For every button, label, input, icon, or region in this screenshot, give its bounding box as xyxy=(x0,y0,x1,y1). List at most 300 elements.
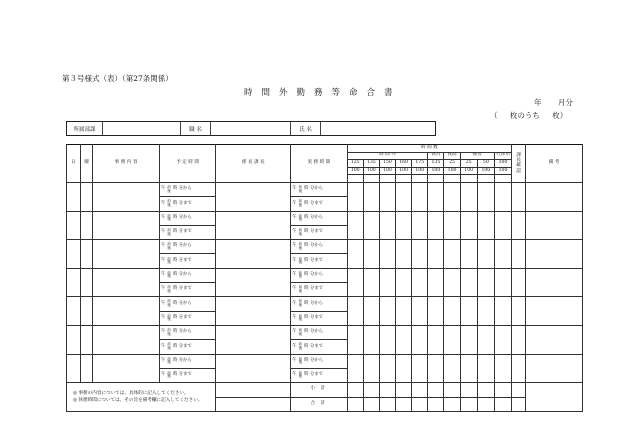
hours-cell[interactable] xyxy=(363,211,379,240)
time-from-label: 時 分から xyxy=(304,329,324,335)
hours-cell[interactable] xyxy=(347,182,363,211)
total-chief-cell[interactable] xyxy=(512,397,526,412)
ampm-go: 後 xyxy=(167,274,171,279)
total-cell[interactable] xyxy=(379,397,395,412)
subtotal-spacer xyxy=(216,383,291,398)
hours-cell[interactable] xyxy=(477,268,494,297)
remarks-cell[interactable] xyxy=(526,211,583,240)
note-1: ◎ 事務の内容については、具体的に記入してください。 xyxy=(73,390,189,396)
planned-time-cell[interactable] xyxy=(159,211,216,225)
hours-cell[interactable] xyxy=(379,325,395,354)
hours-header-spacer xyxy=(477,175,494,183)
hours-cell[interactable] xyxy=(444,211,460,240)
hours-cell[interactable] xyxy=(379,268,395,297)
subtotal-cell[interactable] xyxy=(444,383,460,398)
ampm-go: 後 xyxy=(298,202,303,207)
ampm-go: 後 xyxy=(298,260,303,265)
division-chief-cell[interactable] xyxy=(512,182,526,211)
ampm-go: 後 xyxy=(167,260,171,265)
hours-header-spacer xyxy=(347,175,363,183)
hours-cell[interactable] xyxy=(460,268,477,297)
division-chief-cell[interactable] xyxy=(512,297,526,326)
total-cell[interactable] xyxy=(363,397,379,412)
hours-cell[interactable] xyxy=(396,240,412,269)
actual-time-cell[interactable] xyxy=(291,368,348,382)
form-number: 第３号様式（表）（第27条関係） xyxy=(62,74,173,83)
ampm-am: 午 xyxy=(292,357,297,363)
day-cell[interactable] xyxy=(67,182,81,211)
time-from[interactable] xyxy=(160,358,216,365)
hours-cell[interactable] xyxy=(363,325,379,354)
time-from[interactable] xyxy=(160,329,216,336)
rate-denominator: 100 xyxy=(494,167,511,175)
time-from[interactable] xyxy=(291,272,347,279)
remarks-cell[interactable] xyxy=(526,325,583,354)
time-from-label: 時 分から xyxy=(172,272,192,278)
remarks-cell[interactable] xyxy=(526,182,583,211)
time-to[interactable] xyxy=(160,229,216,236)
actual-time-cell[interactable] xyxy=(291,297,348,311)
task-cell[interactable] xyxy=(93,354,160,383)
subtotal-cell[interactable] xyxy=(494,383,511,398)
planned-time-cell[interactable] xyxy=(159,368,216,382)
hours-cell[interactable] xyxy=(379,240,395,269)
hours-cell[interactable] xyxy=(444,297,460,326)
subtotal-cell[interactable] xyxy=(428,383,444,398)
hours-cell[interactable] xyxy=(363,354,379,383)
hours-cell[interactable] xyxy=(477,240,494,269)
subtotal-cell[interactable] xyxy=(379,383,395,398)
hours-cell[interactable] xyxy=(379,211,395,240)
time-from-label: 時 分から xyxy=(304,186,324,192)
division-chief-cell[interactable] xyxy=(512,268,526,297)
rate-denominator: 100 xyxy=(347,167,363,175)
time-from-label: 時 分から xyxy=(304,300,324,306)
hours-cell[interactable] xyxy=(494,325,511,354)
ampm-go: 後 xyxy=(167,345,171,350)
time-to[interactable] xyxy=(291,343,347,350)
hours-cell[interactable] xyxy=(396,354,412,383)
hours-cell[interactable] xyxy=(428,240,444,269)
ampm-am: 午 xyxy=(292,257,297,263)
ampm-mae: 前 xyxy=(298,185,303,190)
hours-cell[interactable] xyxy=(412,211,428,240)
hours-cell[interactable] xyxy=(347,325,363,354)
task-cell[interactable] xyxy=(93,182,160,211)
time-from[interactable] xyxy=(291,215,347,222)
time-to[interactable] xyxy=(160,258,216,265)
ampm-am: 午 xyxy=(292,286,297,292)
time-to[interactable] xyxy=(291,200,347,207)
ampm-mae: 前 xyxy=(298,199,303,204)
ampm-am: 午 xyxy=(160,214,166,220)
total-cell[interactable] xyxy=(412,397,428,412)
division-chief-vertical: 課 長 確 認 xyxy=(516,152,522,174)
ampm-am: 午 xyxy=(292,186,297,192)
hours-cell[interactable] xyxy=(494,268,511,297)
hours-cell[interactable] xyxy=(494,354,511,383)
time-from-label: 時 分から xyxy=(172,329,192,335)
hours-header-spacer xyxy=(428,175,444,183)
supervisor-cell[interactable] xyxy=(216,297,291,326)
ampm-am: 午 xyxy=(292,314,297,320)
supervisor-cell[interactable] xyxy=(216,354,291,383)
hours-cell[interactable] xyxy=(412,182,428,211)
hours-cell[interactable] xyxy=(412,268,428,297)
time-from[interactable] xyxy=(160,186,216,193)
hours-cell[interactable] xyxy=(477,182,494,211)
ampm-mae: 前 xyxy=(167,370,171,375)
rate-denominator: 100 xyxy=(428,167,444,175)
hours-cell[interactable] xyxy=(460,297,477,326)
time-to-label: 時 分まで xyxy=(304,343,324,349)
hours-cell[interactable] xyxy=(477,354,494,383)
task-cell[interactable] xyxy=(93,240,160,269)
rate-denominator: 100 xyxy=(477,167,494,175)
time-from-label: 時 分から xyxy=(304,272,324,278)
day-cell[interactable] xyxy=(67,297,81,326)
ampm-go: 後 xyxy=(167,288,171,293)
hours-cell[interactable] xyxy=(444,268,460,297)
actual-time-cell[interactable] xyxy=(291,311,348,325)
hours-cell[interactable] xyxy=(494,240,511,269)
planned-time-cell[interactable] xyxy=(159,340,216,354)
time-from[interactable] xyxy=(160,243,216,250)
hours-cell[interactable] xyxy=(347,240,363,269)
remarks-cell[interactable] xyxy=(526,268,583,297)
ampm-mae: 前 xyxy=(298,242,303,247)
hours-cell[interactable] xyxy=(347,354,363,383)
planned-time-cell[interactable] xyxy=(159,182,216,196)
hours-cell[interactable] xyxy=(477,211,494,240)
ampm-mae: 前 xyxy=(167,199,171,204)
rate-numerator: 25 xyxy=(444,160,460,168)
task-cell[interactable] xyxy=(93,325,160,354)
hours-cell[interactable] xyxy=(460,240,477,269)
day-cell[interactable] xyxy=(67,211,81,240)
planned-time-cell[interactable] xyxy=(159,268,216,282)
ampm-mae: 前 xyxy=(167,256,171,261)
overtime-table xyxy=(66,144,583,412)
ampm-mae: 前 xyxy=(167,356,171,361)
actual-time-cell[interactable] xyxy=(291,211,348,225)
hours-cell[interactable] xyxy=(396,182,412,211)
ampm-mae: 前 xyxy=(167,285,171,290)
time-from[interactable] xyxy=(291,186,347,193)
planned-time-cell[interactable] xyxy=(159,354,216,368)
hours-cell[interactable] xyxy=(428,297,444,326)
ampm-mae: 前 xyxy=(298,327,303,332)
ampm-mae: 前 xyxy=(167,313,171,318)
hours-header-spacer xyxy=(460,175,477,183)
task-cell[interactable] xyxy=(93,268,160,297)
ampm-am: 午 xyxy=(160,272,166,278)
time-from[interactable] xyxy=(291,358,347,365)
department-field[interactable] xyxy=(103,122,181,135)
planned-time-cell[interactable] xyxy=(159,225,216,239)
hours-cell[interactable] xyxy=(477,297,494,326)
ampm-go: 後 xyxy=(167,245,171,250)
planned-time-cell[interactable] xyxy=(159,283,216,297)
remarks-cell[interactable] xyxy=(526,354,583,383)
ampm-mae: 前 xyxy=(298,356,303,361)
time-to[interactable] xyxy=(291,286,347,293)
ampm-am: 午 xyxy=(160,286,166,292)
time-from[interactable] xyxy=(291,329,347,336)
hours-cell[interactable] xyxy=(412,297,428,326)
time-to[interactable] xyxy=(291,229,347,236)
table-row xyxy=(67,211,583,225)
actual-time-cell[interactable] xyxy=(291,340,348,354)
total-cell[interactable] xyxy=(396,397,412,412)
ampm-am: 午 xyxy=(160,343,166,349)
ampm-am: 午 xyxy=(160,314,166,320)
ampm-mae: 前 xyxy=(167,270,171,275)
time-to[interactable] xyxy=(160,200,216,207)
supervisor-cell[interactable] xyxy=(216,182,291,211)
table-row xyxy=(67,297,583,311)
task-cell[interactable] xyxy=(93,211,160,240)
note-2: ◎ 休憩時間については、その旨を備考欄に記入してください。 xyxy=(73,398,203,404)
task-cell[interactable] xyxy=(93,297,160,326)
time-to-label: 時 分まで xyxy=(172,257,192,263)
footer-remarks-cell[interactable] xyxy=(526,383,583,412)
subtotal-cell[interactable] xyxy=(412,383,428,398)
ampm-go: 後 xyxy=(298,345,303,350)
weekday-cell[interactable] xyxy=(81,354,93,383)
time-to[interactable] xyxy=(160,315,216,322)
ampm-mae: 前 xyxy=(298,313,303,318)
hours-cell[interactable] xyxy=(396,297,412,326)
ampm-go: 後 xyxy=(167,188,171,193)
actual-time-cell[interactable] xyxy=(291,325,348,339)
time-from-label: 時 分から xyxy=(172,357,192,363)
hours-cell[interactable] xyxy=(379,297,395,326)
weekday-cell[interactable] xyxy=(81,268,93,297)
day-cell[interactable] xyxy=(67,325,81,354)
hours-cell[interactable] xyxy=(412,325,428,354)
hours-cell[interactable] xyxy=(444,182,460,211)
subtotal-chief-cell[interactable] xyxy=(512,383,526,398)
total-cell[interactable] xyxy=(444,397,460,412)
actual-time-cell[interactable] xyxy=(291,225,348,239)
ampm-go: 後 xyxy=(298,188,303,193)
ampm-go: 後 xyxy=(167,202,171,207)
hours-cell[interactable] xyxy=(363,182,379,211)
col-task-header: 事 務 内 容 xyxy=(93,145,160,183)
actual-time-cell[interactable] xyxy=(291,268,348,282)
hours-header-spacer xyxy=(494,175,511,183)
hours-cell[interactable] xyxy=(428,182,444,211)
hours-cell[interactable] xyxy=(460,354,477,383)
hours-cell[interactable] xyxy=(428,354,444,383)
planned-time-cell[interactable] xyxy=(159,254,216,268)
hours-cell[interactable] xyxy=(379,182,395,211)
col-supervisor-header: 係 長 課 長 xyxy=(216,145,291,183)
hours-cell[interactable] xyxy=(363,240,379,269)
hours-cell[interactable] xyxy=(428,268,444,297)
hours-header-spacer xyxy=(363,175,379,183)
job-title-label: 職 名 xyxy=(181,122,211,135)
actual-time-cell[interactable] xyxy=(291,182,348,196)
planned-time-cell[interactable] xyxy=(159,297,216,311)
remarks-cell[interactable] xyxy=(526,297,583,326)
hours-cell[interactable] xyxy=(444,240,460,269)
col-remarks-header: 備 考 xyxy=(526,145,583,183)
weekday-cell[interactable] xyxy=(81,240,93,269)
supervisor-cell[interactable] xyxy=(216,268,291,297)
planned-time-cell[interactable] xyxy=(159,240,216,254)
time-from-label: 時 分から xyxy=(172,300,192,306)
col-night-header: 夜間 xyxy=(444,152,460,160)
actual-time-cell[interactable] xyxy=(291,197,348,211)
department-label: 所属部課 xyxy=(67,122,103,135)
time-from[interactable] xyxy=(291,243,347,250)
hours-cell[interactable] xyxy=(347,211,363,240)
ampm-go: 後 xyxy=(298,231,303,236)
time-from[interactable] xyxy=(160,272,216,279)
ampm-go: 後 xyxy=(167,331,171,336)
ampm-am: 午 xyxy=(160,372,166,378)
hours-cell[interactable] xyxy=(363,268,379,297)
col-division-chief-header xyxy=(512,145,526,183)
total-cell[interactable] xyxy=(428,397,444,412)
division-chief-cell[interactable] xyxy=(512,354,526,383)
hours-cell[interactable] xyxy=(412,354,428,383)
rate-numerator: 175 xyxy=(412,160,428,168)
hours-cell[interactable] xyxy=(396,268,412,297)
hours-cell[interactable] xyxy=(444,354,460,383)
ampm-go: 後 xyxy=(167,374,171,379)
planned-time-cell[interactable] xyxy=(159,325,216,339)
time-to[interactable] xyxy=(160,286,216,293)
hours-cell[interactable] xyxy=(444,325,460,354)
hours-cell[interactable] xyxy=(460,325,477,354)
ampm-mae: 前 xyxy=(298,285,303,290)
weekday-cell[interactable] xyxy=(81,325,93,354)
hours-cell[interactable] xyxy=(494,211,511,240)
hours-cell[interactable] xyxy=(347,297,363,326)
time-to-label: 時 分まで xyxy=(304,314,324,320)
time-from-label: 時 分から xyxy=(304,243,324,249)
hours-cell[interactable] xyxy=(379,354,395,383)
subtotal-cell[interactable] xyxy=(363,383,379,398)
hours-header-spacer xyxy=(379,175,395,183)
supervisor-cell[interactable] xyxy=(216,240,291,269)
hours-cell[interactable] xyxy=(428,211,444,240)
ampm-am: 午 xyxy=(160,357,166,363)
hours-cell[interactable] xyxy=(460,211,477,240)
ampm-am: 午 xyxy=(160,200,166,206)
ampm-am: 午 xyxy=(292,200,297,206)
hours-cell[interactable] xyxy=(477,325,494,354)
hours-cell[interactable] xyxy=(494,297,511,326)
time-to-label: 時 分まで xyxy=(172,200,192,206)
rate-denominator: 100 xyxy=(396,167,412,175)
weekday-cell[interactable] xyxy=(81,297,93,326)
ampm-go: 後 xyxy=(298,274,303,279)
ampm-mae: 前 xyxy=(167,213,171,218)
weekday-cell[interactable] xyxy=(81,211,93,240)
actual-time-cell[interactable] xyxy=(291,354,348,368)
day-cell[interactable] xyxy=(67,240,81,269)
subtotal-cell[interactable] xyxy=(347,383,363,398)
supervisor-cell[interactable] xyxy=(216,325,291,354)
day-cell[interactable] xyxy=(67,354,81,383)
subtotal-cell[interactable] xyxy=(396,383,412,398)
actual-time-cell[interactable] xyxy=(291,254,348,268)
time-to[interactable] xyxy=(160,372,216,379)
time-to[interactable] xyxy=(291,258,347,265)
time-to[interactable] xyxy=(160,343,216,350)
hours-cell[interactable] xyxy=(396,325,412,354)
subtotal-cell[interactable] xyxy=(460,383,477,398)
total-cell[interactable] xyxy=(494,397,511,412)
total-label: 合 計 xyxy=(291,397,348,412)
time-to[interactable] xyxy=(291,372,347,379)
col-weekday-header: 曜 xyxy=(81,145,93,183)
division-chief-cell[interactable] xyxy=(512,211,526,240)
job-title-field[interactable] xyxy=(211,122,291,135)
time-to[interactable] xyxy=(291,315,347,322)
actual-time-cell[interactable] xyxy=(291,283,348,297)
time-from-label: 時 分から xyxy=(172,186,192,192)
col-planned-time-header: 予 定 時 間 xyxy=(159,145,216,183)
division-chief-cell[interactable] xyxy=(512,240,526,269)
hours-cell[interactable] xyxy=(412,240,428,269)
division-chief-cell[interactable] xyxy=(512,325,526,354)
rate-denominator: 100 xyxy=(412,167,428,175)
actual-time-cell[interactable] xyxy=(291,240,348,254)
col-shift-header: 振替 xyxy=(460,152,494,160)
hours-cell[interactable] xyxy=(347,268,363,297)
weekday-cell[interactable] xyxy=(81,182,93,211)
table-row xyxy=(67,240,583,254)
time-from[interactable] xyxy=(160,300,216,307)
ampm-mae: 前 xyxy=(167,327,171,332)
time-from[interactable] xyxy=(160,215,216,222)
total-cell[interactable] xyxy=(347,397,363,412)
total-cell[interactable] xyxy=(460,397,477,412)
ampm-am: 午 xyxy=(292,214,297,220)
ampm-go: 後 xyxy=(298,374,303,379)
ampm-am: 午 xyxy=(160,229,166,235)
supervisor-cell[interactable] xyxy=(216,211,291,240)
subtotal-cell[interactable] xyxy=(477,383,494,398)
time-from[interactable] xyxy=(291,300,347,307)
ampm-mae: 前 xyxy=(298,213,303,218)
hours-cell[interactable] xyxy=(428,325,444,354)
hours-cell[interactable] xyxy=(460,182,477,211)
col-hours-header: 時 間 数 xyxy=(347,145,512,153)
time-from-label: 時 分から xyxy=(304,214,324,220)
hours-cell[interactable] xyxy=(363,297,379,326)
ampm-go: 後 xyxy=(298,360,303,365)
rate-denominator: 100 xyxy=(379,167,395,175)
total-cell[interactable] xyxy=(477,397,494,412)
planned-time-cell[interactable] xyxy=(159,197,216,211)
total-spacer xyxy=(216,397,291,412)
name-field[interactable] xyxy=(321,122,435,135)
planned-time-cell[interactable] xyxy=(159,311,216,325)
day-cell[interactable] xyxy=(67,268,81,297)
hours-cell[interactable] xyxy=(494,182,511,211)
rate-denominator: 100 xyxy=(460,167,477,175)
table-row xyxy=(67,354,583,368)
hours-cell[interactable] xyxy=(396,211,412,240)
remarks-cell[interactable] xyxy=(526,240,583,269)
col-overtime-header: 時 間 外 xyxy=(347,152,428,160)
